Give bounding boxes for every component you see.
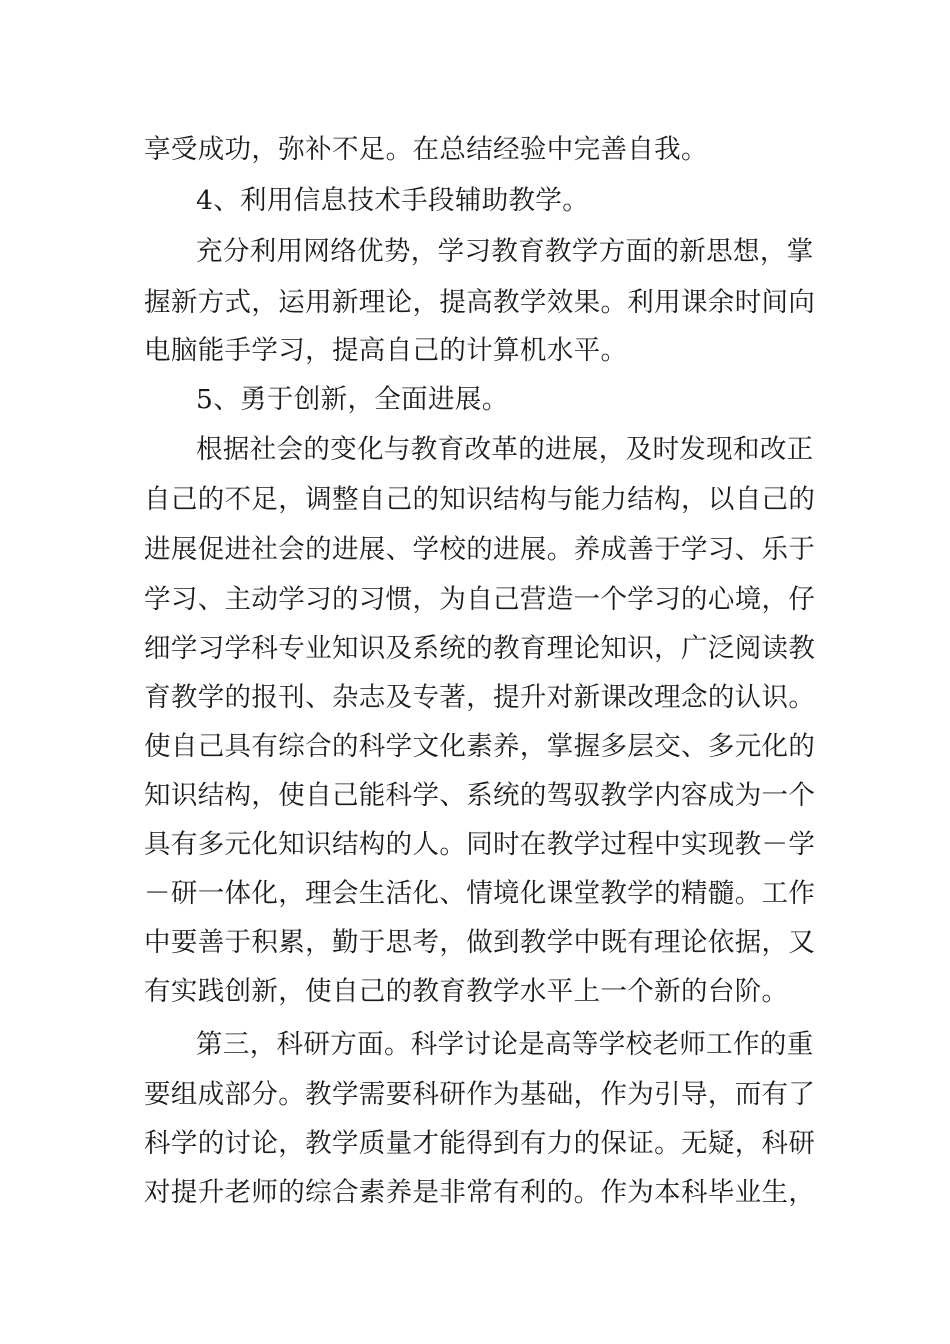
paragraph-first-line: 充分利用网络优势，学习教育教学方面的新思想，掌: [196, 236, 814, 267]
text-line: 知识结构，使自己能科学、系统的驾驭教学内容成为一个: [144, 780, 816, 811]
text-line: 享受成功，弥补不足。在总结经验中完善自我。: [144, 134, 708, 165]
text-line: 握新方式，运用新理论，提高教学效果。利用课余时间向: [144, 287, 816, 318]
text-line: 对提升老师的综合素养是非常有利的。作为本科毕业生，: [144, 1177, 816, 1208]
text-line: 使自己具有综合的科学文化素养，掌握多层交、多元化的: [144, 731, 816, 762]
paragraph-first-line: 第三，科研方面。科学讨论是高等学校老师工作的重: [196, 1029, 814, 1060]
text-line: 育教学的报刊、杂志及专著，提升对新课改理念的认识。: [144, 682, 816, 713]
text-line: 科学的讨论，教学质量才能得到有力的保证。无疑，科研: [144, 1128, 816, 1159]
text-line: 自己的不足，调整自己的知识结构与能力结构，以自己的: [144, 484, 816, 515]
paragraph-first-line: 根据社会的变化与教育改革的进展，及时发现和改正: [196, 434, 814, 465]
text-line: 学习、主动学习的习惯，为自己营造一个学习的心境，仔: [144, 584, 816, 615]
text-line: 电脑能手学习，提高自己的计算机水平。: [144, 335, 628, 366]
list-heading-5: 5、勇于创新，全面进展。: [196, 384, 509, 415]
text-line: 有实践创新，使自己的教育教学水平上一个新的台阶。: [144, 976, 789, 1007]
list-heading-4: 4、利用信息技术手段辅助教学。: [196, 185, 590, 216]
text-line: 中要善于积累，勤于思考，做到教学中既有理论依据，又: [144, 927, 816, 958]
text-line: －研一体化，理会生活化、情境化课堂教学的精髓。工作: [144, 878, 816, 909]
text-line: 细学习学科专业知识及系统的教育理论知识，广泛阅读教: [144, 633, 816, 664]
text-line: 具有多元化知识结构的人。同时在教学过程中实现教－学: [144, 829, 816, 860]
text-line: 要组成部分。教学需要科研作为基础，作为引导，而有了: [144, 1079, 816, 1110]
text-line: 进展促进社会的进展、学校的进展。养成善于学习、乐于: [144, 534, 816, 565]
